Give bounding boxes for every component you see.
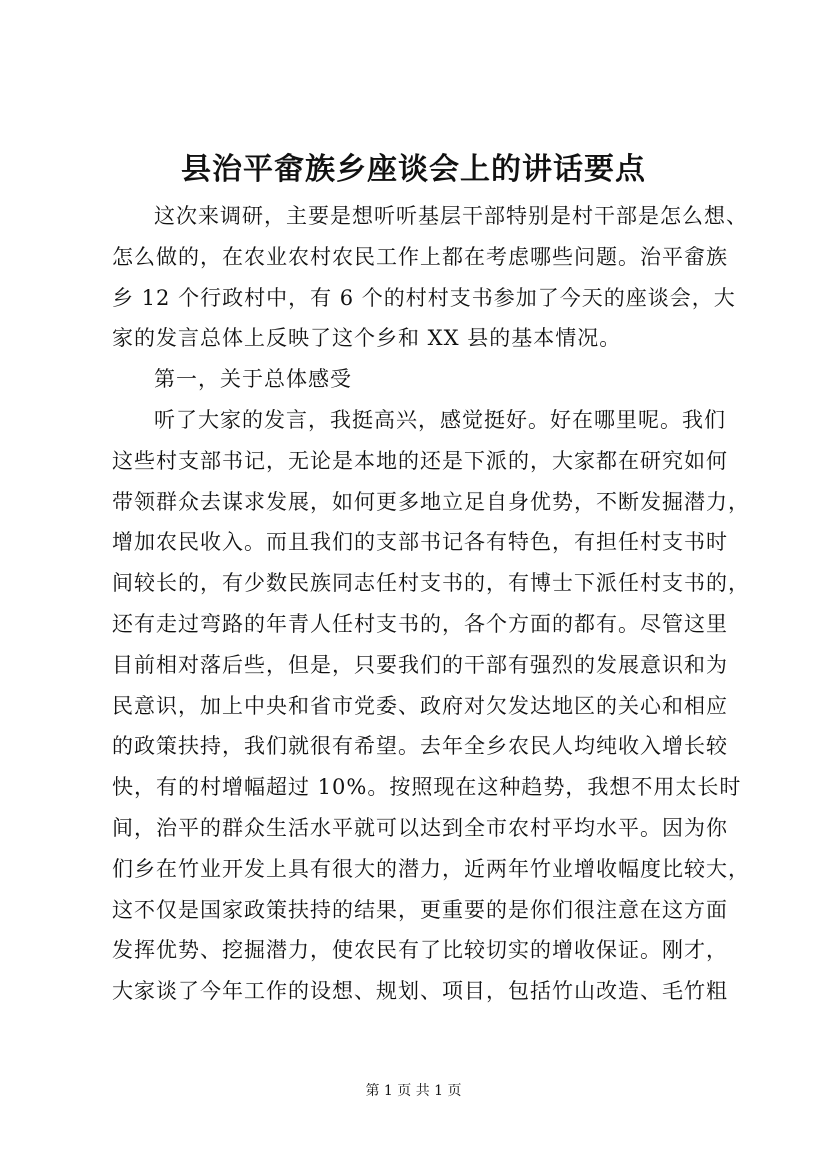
paragraph-line: 听了大家的发言，我挺高兴，感觉挺好。好在哪里呢。我们: [154, 407, 726, 432]
document-body: [112, 196, 750, 1012]
paragraph-line: 这些村支部书记，无论是本地的还是下派的，大家都在研究如何: [112, 448, 728, 473]
paragraph-line: 目前相对落后些，但是，只要我们的干部有强烈的发展意识和为: [112, 652, 728, 677]
document-title: 县治平畲族乡座谈会上的讲话要点: [181, 152, 646, 187]
paragraph-line: 还有走过弯路的年青人任村支书的，各个方面的都有。尽管这里: [112, 611, 728, 636]
paragraph-line: 的政策扶持，我们就很有希望。去年全乡农民人均纯收入增长较: [112, 734, 728, 759]
paragraph-line: 增加农民收入。而且我们的支部书记各有特色，有担任村支书时: [112, 530, 728, 555]
paragraph-line: 家的发言总体上反映了这个乡和 XX 县的基本情况。: [112, 326, 622, 351]
paragraph-line: 间较长的，有少数民族同志任村支书的，有博士下派任村支书的，: [112, 571, 750, 596]
page-footer: 第 1 页 共 1 页: [365, 1083, 462, 1099]
paragraph-line: 这不仅是国家政策扶持的结果，更重要的是你们很注意在这方面: [112, 897, 728, 922]
paragraph-line: 快，有的村增幅超过 10%。按照现在这种趋势，我想不用太长时: [112, 775, 742, 800]
paragraph-line: 带领群众去谋求发展，如何更多地立足自身优势，不断发掘潜力，: [112, 489, 750, 514]
paragraph-line: 怎么做的，在农业农村农民工作上都在考虑哪些问题。治平畲族: [112, 244, 728, 269]
paragraph-line: 们乡在竹业开发上具有很大的潜力，近两年竹业增收幅度比较大，: [112, 856, 750, 881]
paragraph-line: 这次来调研，主要是想听听基层干部特别是村干部是怎么想、: [154, 204, 748, 228]
paragraph-line: 间，治平的群众生活水平就可以达到全市农村平均水平。因为你: [112, 815, 728, 840]
paragraph-line: 乡 12 个行政村中，有 6 个的村村支书参加了今天的座谈会，大: [112, 285, 736, 310]
paragraph-line: 发挥优势、挖掘潜力，使农民有了比较切实的增收保证。刚才，: [112, 938, 728, 963]
paragraph-line: 民意识，加上中央和省市党委、政府对欠发达地区的关心和相应: [112, 693, 728, 718]
paragraph-line: 大家谈了今年工作的设想、规划、项目，包括竹山改造、毛竹粗: [112, 979, 728, 1004]
section-heading: 第一，关于总体感受: [154, 367, 352, 392]
